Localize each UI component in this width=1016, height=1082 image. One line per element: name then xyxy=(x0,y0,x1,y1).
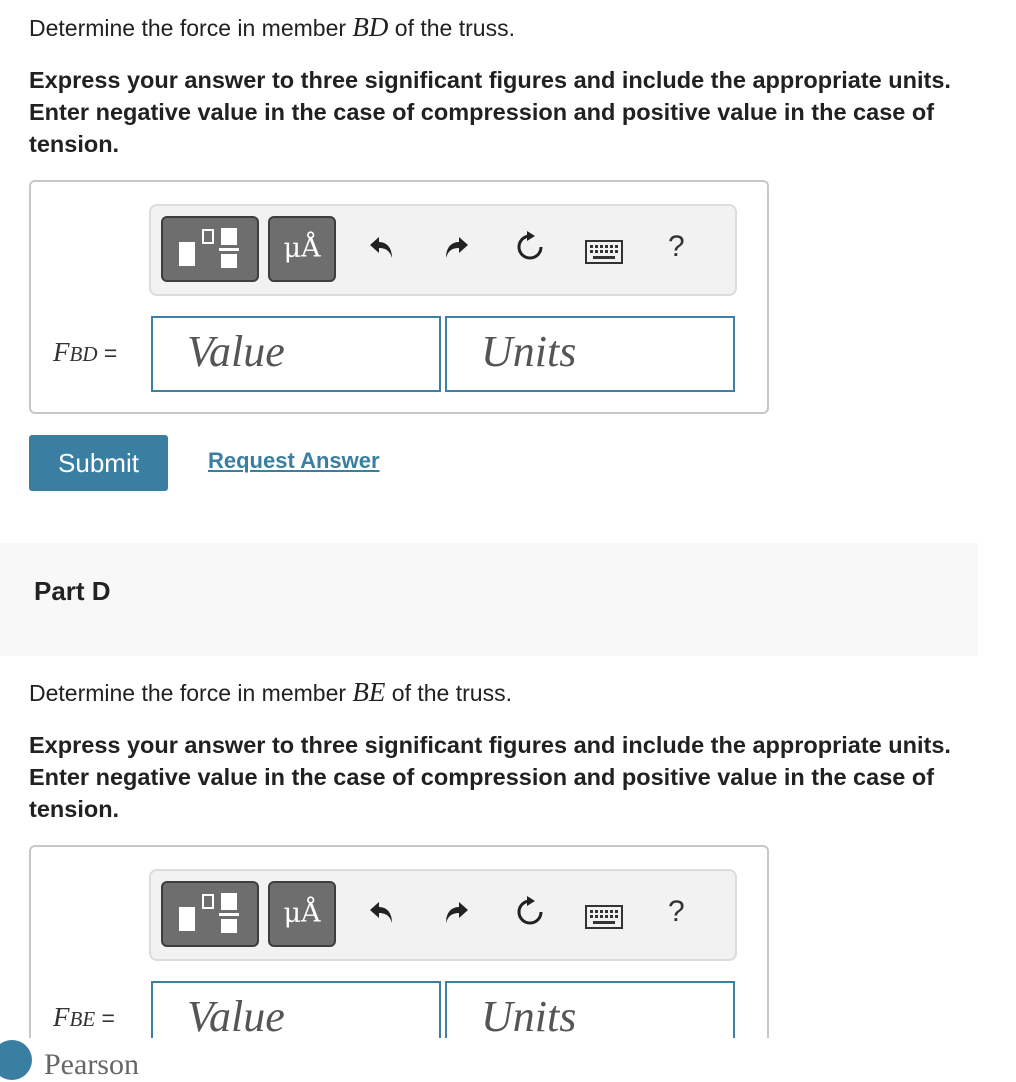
templates-icon xyxy=(163,883,257,945)
answer-instructions: Express your answer to three significant figures and include the appropriate units. Enter negative value in the case of compression and positive value in the case of tension. xyxy=(29,67,951,157)
units-button[interactable]: μÅ xyxy=(268,881,336,947)
footer-brand: Pearson xyxy=(44,1048,139,1081)
value-input[interactable]: Value xyxy=(151,316,441,392)
reset-icon[interactable] xyxy=(513,895,547,929)
request-answer-link[interactable]: Request Answer xyxy=(208,448,380,473)
answer-box xyxy=(29,180,769,414)
question-prompt: Determine the force in member BE of the truss. xyxy=(29,677,512,707)
templates-button[interactable] xyxy=(161,216,259,282)
redo-icon[interactable] xyxy=(441,232,471,262)
help-button[interactable]: ? xyxy=(668,895,685,928)
units-input[interactable]: Units xyxy=(445,316,735,392)
question-prompt: Determine the force in member BD of the truss. xyxy=(29,12,515,42)
reset-icon[interactable] xyxy=(513,230,547,264)
pearson-logo-icon xyxy=(0,1040,32,1080)
keyboard-icon[interactable] xyxy=(585,905,623,929)
answer-box xyxy=(29,845,769,1038)
member-name: BE xyxy=(352,677,386,707)
variable-label: FBD = xyxy=(53,337,118,367)
math-toolbar xyxy=(149,869,737,961)
member-name: BD xyxy=(352,12,389,42)
math-toolbar xyxy=(149,204,737,296)
answer-instructions: Express your answer to three significant figures and include the appropriate units. Enter negative value in the case of compression and positive value in the case of tension. xyxy=(29,732,951,822)
units-input[interactable]: Units xyxy=(445,981,735,1038)
submit-button[interactable]: Submit xyxy=(29,435,168,491)
units-button[interactable]: μÅ xyxy=(268,216,336,282)
variable-label: FBE = xyxy=(53,1002,115,1032)
help-button[interactable]: ? xyxy=(668,230,685,263)
value-input[interactable]: Value xyxy=(151,981,441,1038)
templates-button[interactable] xyxy=(161,881,259,947)
redo-icon[interactable] xyxy=(441,897,471,927)
undo-icon[interactable] xyxy=(367,232,397,262)
templates-icon xyxy=(163,218,257,280)
part-title: Part D xyxy=(34,576,111,606)
keyboard-icon[interactable] xyxy=(585,240,623,264)
part-header xyxy=(0,543,978,656)
undo-icon[interactable] xyxy=(367,897,397,927)
